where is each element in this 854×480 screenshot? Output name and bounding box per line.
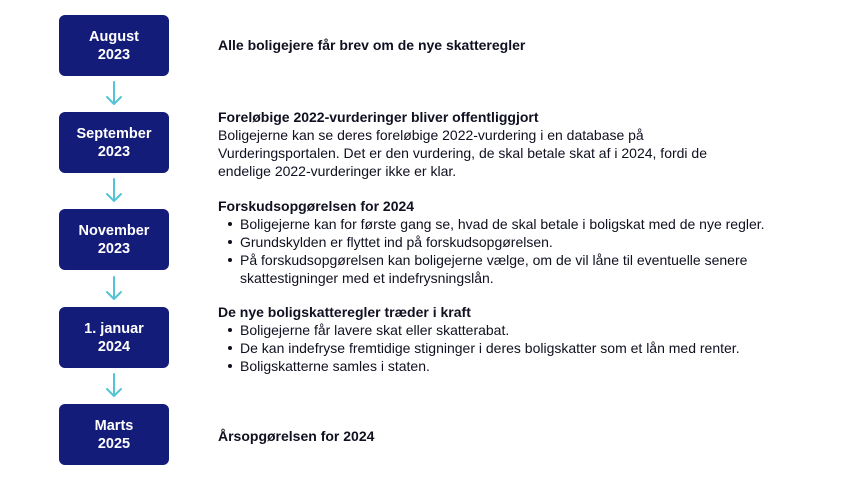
event-text-line: Vurderingsportalen. Det er den vurdering, de skal betale skat af i 2024, fordi de: [218, 145, 707, 161]
arrow-down-icon: [104, 372, 124, 400]
event-bullet-list: [218, 321, 818, 375]
milestone-date-line2: 2024: [97, 338, 131, 355]
list-item: Boligejerne kan for første gang se, hvad de skal betale i boligskat med de nye regler.: [218, 215, 818, 233]
milestone-date-line2: 2023: [97, 46, 131, 63]
event-title: Foreløbige 2022-vurderinger bliver offentliggjort: [218, 109, 539, 125]
event-marts-2025: [218, 427, 818, 445]
milestone-date-line1: November: [78, 222, 150, 239]
list-item: De kan indefryse fremtidige stigninger i deres boligskatter som et lån med renter.: [218, 339, 818, 357]
event-november-2023: [218, 197, 818, 287]
event-title: Årsopgørelsen for 2024: [218, 428, 375, 444]
event-text-line: endelige 2022-vurderinger ikke er klar.: [218, 163, 457, 179]
event-text-line: Boligejerne kan se deres foreløbige 2022-vurdering i en database på: [218, 127, 644, 143]
event-title: Alle boligejere får brev om de nye skatteregler: [218, 37, 526, 53]
arrow-down-icon: [104, 177, 124, 205]
milestone-box-november-2023: [59, 209, 169, 270]
list-item: På forskudsopgørelsen kan boligejerne vælge, om de vil låne til eventuelle senere: [218, 251, 818, 269]
milestone-date-line1: 1. januar: [84, 320, 144, 337]
milestone-date-line2: 2023: [97, 240, 131, 257]
milestone-date-line1: Marts: [94, 417, 134, 434]
milestone-date-line2: 2023: [97, 143, 131, 160]
list-item-continuation: skattestigninger med et indefrysningslån.: [240, 270, 494, 286]
list-item: Boligskatterne samles i staten.: [218, 357, 818, 375]
arrow-down-icon: [104, 80, 124, 108]
milestone-date-line1: August: [89, 28, 139, 45]
event-september-2023: [218, 108, 818, 180]
event-januar-2024: [218, 303, 818, 375]
list-item: Boligejerne får lavere skat eller skatterabat.: [218, 321, 818, 339]
milestone-box-august-2023: [59, 15, 169, 76]
milestone-date-line1: September: [76, 125, 152, 142]
event-bullet-list: [218, 215, 818, 269]
milestone-box-september-2023: [59, 112, 169, 173]
event-title: Forskudsopgørelsen for 2024: [218, 198, 415, 214]
event-august-2023: [218, 36, 818, 54]
milestone-date-line2: 2025: [97, 435, 131, 452]
event-title: De nye boligskatteregler træder i kraft: [218, 304, 471, 320]
list-item: Grundskylden er flyttet ind på forskudsopgørelsen.: [218, 233, 818, 251]
milestone-box-marts-2025: [59, 404, 169, 465]
arrow-down-icon: [104, 275, 124, 303]
milestone-box-januar-2024: [59, 307, 169, 368]
